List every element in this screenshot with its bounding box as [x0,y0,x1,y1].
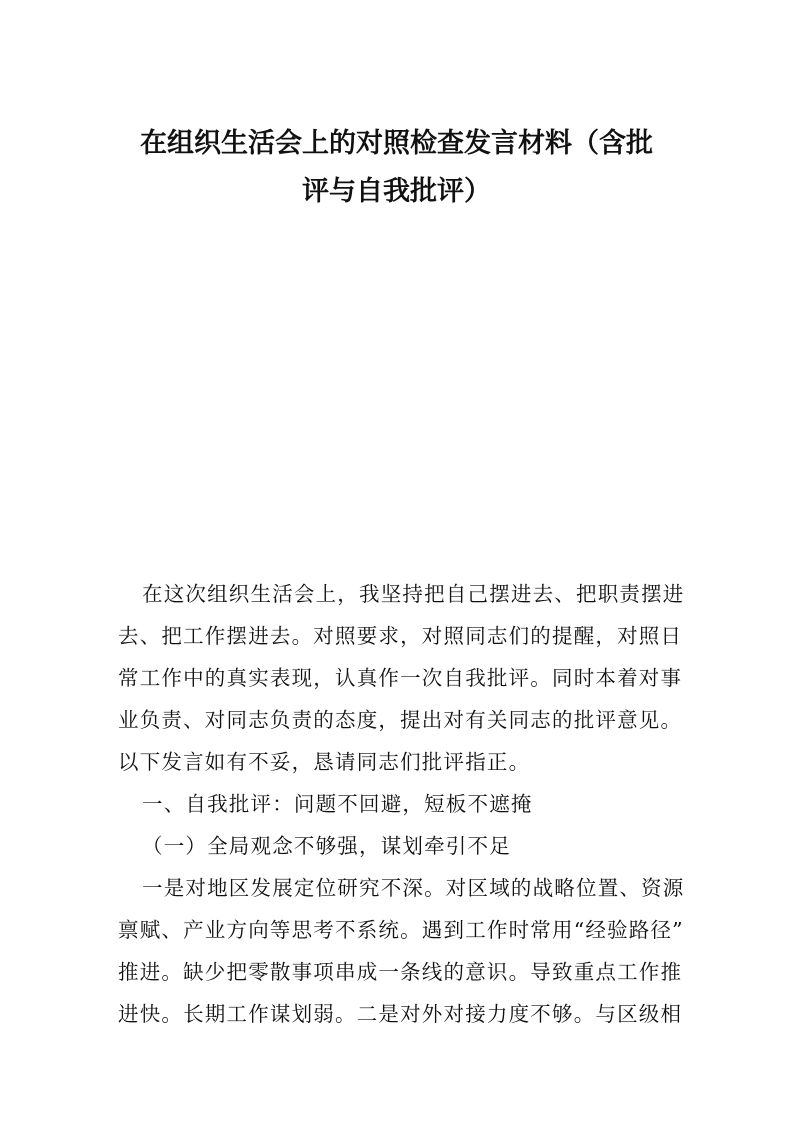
body-line: 禀赋、产业方向等思考不系统。遇到工作时常用“经验路径” [118,918,684,942]
section-heading: 一、自我批评：问题不回避，短板不遮掩 [142,792,533,816]
body-line: 去、把工作摆进去。对照要求，对照同志们的提醒，对照日 [118,624,683,648]
subsection-heading: （一）全局观念不够强，谋划牵引不足 [142,834,511,858]
body-line: 以下发言如有不妥，恳请同志们批评指正。 [118,750,531,774]
document-title-line-1: 在组织生活会上的对照检查发言材料（含批 [140,128,653,159]
body-line: 一是对地区发展定位研究不深。对区域的战略位置、资源 [142,876,685,900]
document-title-line-2: 评与自我批评） [302,176,491,207]
body-line: 推进。缺少把零散事项串成一条线的意识。导致重点工作推 [118,960,683,984]
body-line: 进快。长期工作谋划弱。二是对外对接力度不够。与区级相 [118,1002,683,1026]
body-line: 在这次组织生活会上，我坚持把自己摆进去、把职责摆进 [142,582,685,606]
body-line: 常工作中的真实表现，认真作一次自我批评。同时本着对事 [118,666,683,690]
document-body [118,573,685,1035]
body-line: 业负责、对同志负责的态度，提出对有关同志的批评意见。 [118,708,683,732]
